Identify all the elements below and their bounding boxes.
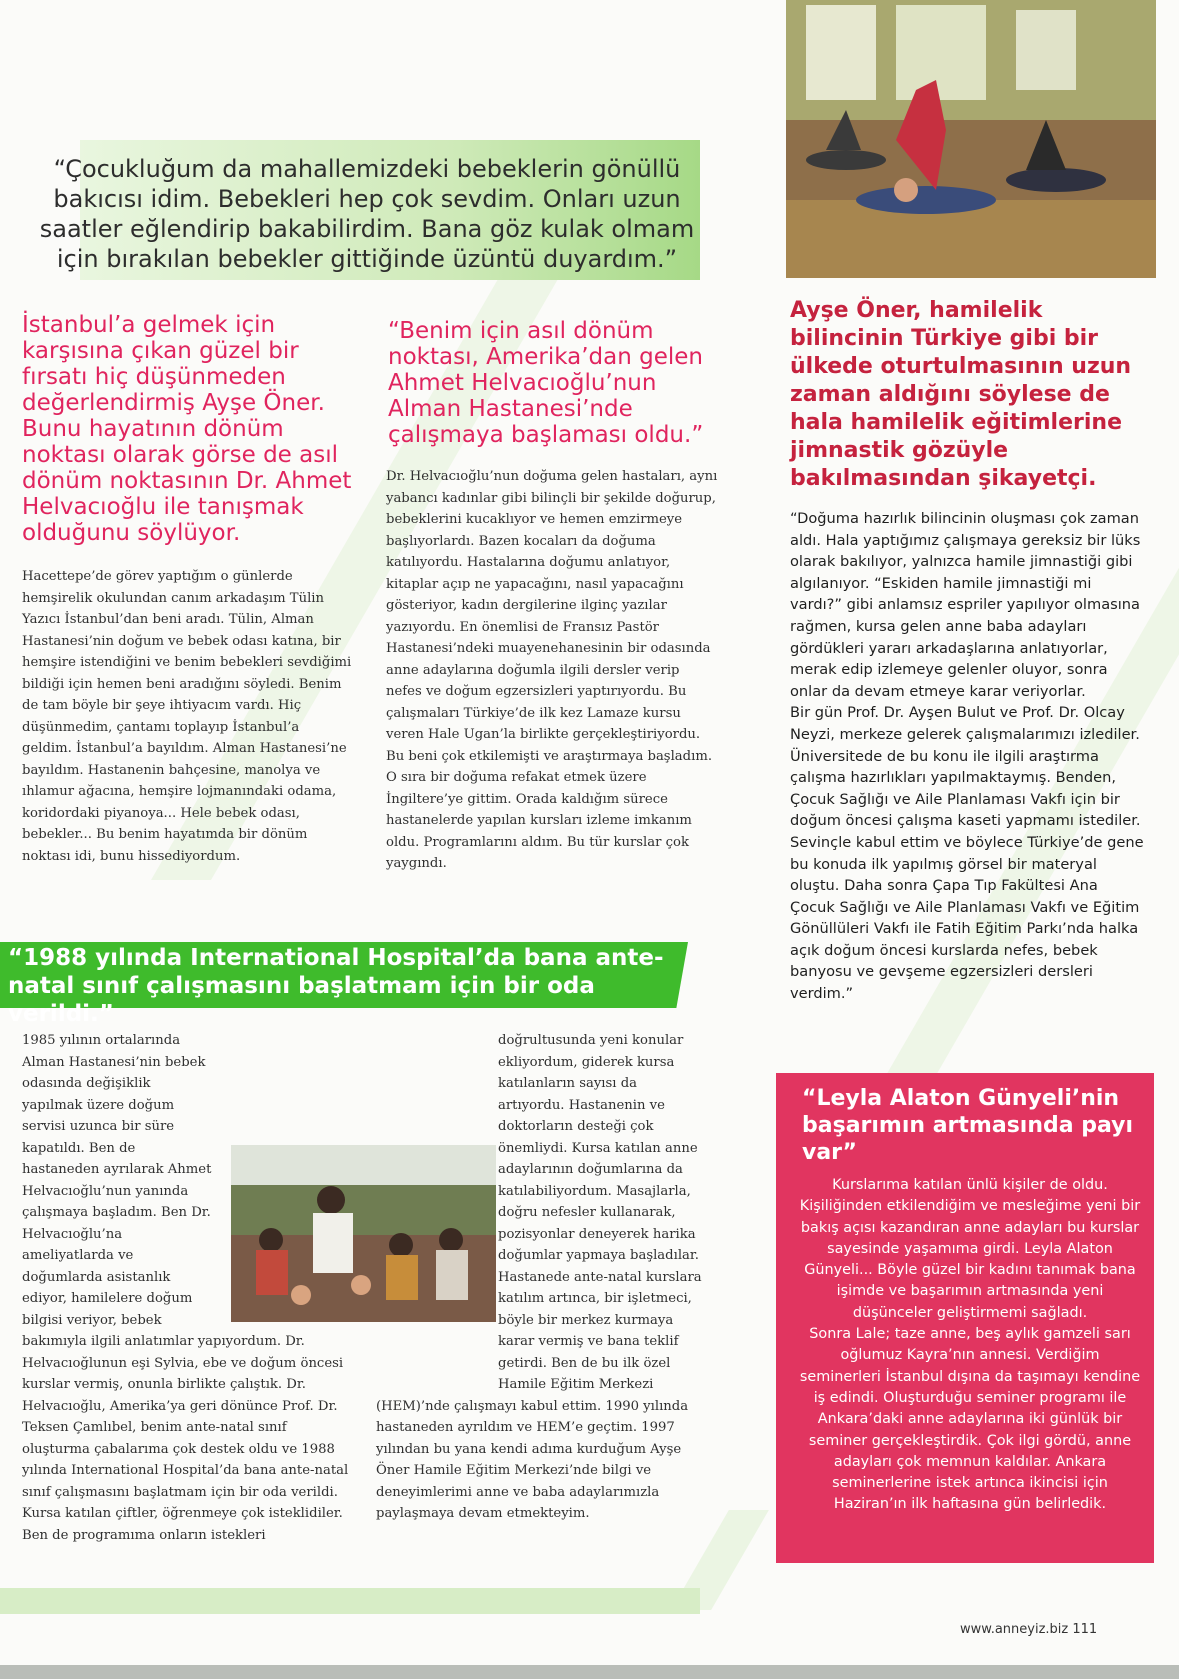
sidebar-text xyxy=(798,1175,1142,1516)
middle-lead-quote: “Benim için asıl dönüm noktası, Amerika’dan gelen Ahmet Helvacıoğlu’nun Alman Hastanesi’nde çalışmaya başlaması oldu.” xyxy=(388,318,704,448)
pull-quote-top: “Çocukluğum da mahallemizdeki bebeklerin gönüllü bakıcısı idim. Bebekleri hep çok sevdim. Onları uzun saatler eğlendirip bakabilirdim. Bana göz kulak olmam için bırakılan bebekler gittiğinde üzüntü duyardım.” xyxy=(39,155,695,273)
sidebar-paragraph-2: Sonra Lale; taze anne, beş aylık gamzeli sarı oğlumuz Kayra’nın annesi. Verdiğim seminerleri İstanbul dışına da taşımayı kendine iş edindi. Oluşturduğu seminer programı ile Ankara’daki anne adaylarına iki günlük bir seminer gerçekleştirdik. Çok ilgi gördü, anne adayları çok memnun kaldılar. Ankara seminerlerine istek artınca ikincisi için Haziran’ın ilk haftasına gün belirledik. xyxy=(799,1326,1141,1513)
bottom-left-last-line: Ben de programıma onların istekleri xyxy=(22,1527,266,1543)
middle-column-text: Dr. Helvacıoğlu’nun doğuma gelen hastaları, aynı yabancı kadınlar gibi bilinçli bir şekilde doğurup, bebeklerini kucaklıyor ve hemen emzirmeye başlıyorlardı. Bazen kocaları da doğuma katılıyordu. Hastalarına doğumu anlatıyor, kitaplar açıp ne yapacağını, nasıl yapacağını gösteriyor, kadın dergilerine ilginç yazılar yazıyordu. En önemlisi de Fransız Pastör Hastanesi’ndeki muayenehanesinin bir odasında anne adaylarına doğumla ilgili dersler verip nefes ve doğum egzersizleri yaptırıyordu. Bu çalışmaları Türkiye’de ilk kez Lamaze kursu veren Hale Ugan’la birlikte gerçekleştiriyordu. Bu beni çok etkilemişti ve araştırmaya başladım. O sıra bir doğuma refakat etmek üzere İngiltere’ye gittim. Orada kaldığım sürece hastanelerde yapılan kursları izleme imkanım oldu. Programlarını aldım. Bu tür kurslar çok yaygındı. xyxy=(386,469,718,871)
bottom-left-paragraph: 1985 yılının ortalarında Alman Hastanesi’nin bebek odasında değişiklik yapılmak üzere doğum servisi uzunca bir süre kapatıldı. Ben de hastaneden ayrılarak Ahmet Helvacıoğlu’nun yanında çalışmaya başladım. Ben Dr. Helvacıoğlu’na ameliyatlarda ve doğumlarda asistanlık ediyor, hamilelere doğum bilgisi veriyor, bebek bakımıyla ilgili anlatımlar yapıyordum. Dr. Helvacıoğlunun eşi Sylvia, ebe ve doğum öncesi kurslar vermiş, onunla birlikte çalıştık. Dr. Helvacıoğlu, Amerika’ya geri dönünce Prof. Dr. Teksen Çamlıbel, benim ante-natal sınıf oluşturma çabalarıma çok destek oldu ve 1988 yılında International Hospital’da bana ante-natal sınıf çalışmasını başlatmam için bir oda verildi. Kursa katılan çiftler, öğrenmeye çok isteklidiler. xyxy=(22,1033,349,1521)
bottom-middle-paragraph: doğrultusunda yeni konular ekliyordum, giderek kursa katılanların sayısı da artıyordu. Hastanenin ve doktorların desteği çok önemliydi. Kursa katılan anne adaylarının doğumlarına da katılabiliyordum. Masajlarla, doğru nefesler kullanarak, pozisyonlar deneyerek harika doğumlar yapmaya başladılar. Hastanede ante-natal kurslara katılım artınca, bir işletmeci, böyle bir merkez kurmaya karar vermiş ve bana teklif getirdi. Ben de bu ilk özel Hamile Eğitim Merkezi (HEM)’nde çalışmayı kabul ettim. 1990 yılında hastaneden ayrıldım ve HEM’e geçtim. 1997 yılından bu yana kendi adıma kurduğum Ayşe Öner Hamile Eğitim Merkezi’nde bilgi ve deneyimlerimi anne ve baba adaylarımızla paylaşmaya devam etmekteyim. xyxy=(376,1033,702,1521)
decorative-band xyxy=(0,1588,700,1614)
bottom-band xyxy=(0,1665,1179,1679)
left-column-text: Hacettepe’de görev yaptığım o günlerde hemşirelik okulundan canım arkadaşım Tülin Yazıcı İstanbul’dan beni aradı. Tülin, Alman Hastanesi’nin doğum ve bebek odası katına, bir hemşire istendiğini ve benim bebekleri sevdiğimi bildiği için hemen beni aradığını söyledi. Benim de tam böyle bir şeye ihtiyacım vardı. Hiç düşünmedim, çantamı toplayıp İstanbul’a geldim. İstanbul’a bayıldım. Alman Hastanesi’ne bayıldım. Hastanenin bahçesine, manolya ve ıhlamur ağacına, hemşire lojmanındaki odama, koridordaki piyanoya... Hele bebek odası, bebekler... Bu benim hayatımda bir dönüm noktası idi, bunu hissediyordum. xyxy=(22,569,352,864)
right-column-text xyxy=(790,508,1145,1005)
left-lead-paragraph: İstanbul’a gelmek için karşısına çıkan güzel bir fırsatı hiç düşünmeden değerlendirmiş Ayşe Öner. Bunu hayatının dönüm noktası olarak görse de asıl dönüm noktasının Dr. Ahmet Helvacıoğlu ile tanışmak olduğunu söylüyor. xyxy=(22,312,352,546)
right-paragraph-1: “Doğuma hazırlık bilincinin oluşması çok zaman aldı. Hala yaptığımız çalışmaya gereksiz bir lüks olarak bakılıyor, yalnızca hamile jimnastiği gibi algılanıyor. “Eskiden hamile jimnastiği mi vardı?” gibi anlamsız espriler yapılıyor olmasına rağmen, kursa gelen anne baba adayları gördükleri yararı arkadaşlarına anlatıyorlar, merak edip izlemeye gelenler oluyor, sonra onlar da devam etmeye karar veriyorlar. xyxy=(790,510,1141,700)
sidebar-title: “Leyla Alaton Günyeli’nin başarımın artmasında payı var” xyxy=(802,1086,1134,1165)
right-lead-heading: Ayşe Öner, hamilelik bilincinin Türkiye gibi bir ülkede oturtulmasının uzun zaman aldığını söylese de hala hamilelik eğitimlerine jimnastik gözüyle bakılmasından şikayetçi. xyxy=(790,298,1132,491)
sidebar-paragraph-1: Kurslarıma katılan ünlü kişiler de oldu. Kişiliğinden etkilendiğim ve mesleğime yeni bir bakış açısı kazandıran anne adayları bu kurslar sayesinde yaşamıma girdi. Leyla Alaton Günyeli... Böyle güzel bir kadını tanımak bana işimde ve başarımın artmasında yeni düşünceler geliştirmemi sağladı. xyxy=(799,1177,1141,1321)
page-footer: www.anneyiz.biz 111 xyxy=(960,1622,1098,1637)
right-paragraph-2: Bir gün Prof. Dr. Ayşen Bulut ve Prof. Dr. Olcay Neyzi, merkeze gelerek çalışmalarımızı izlediler. Üniversitede de bu konu ile ilgili araştırma çalışma hazırlıkları yapılmaktaymış. Benden, Çocuk Sağlığı ve Aile Planlaması Vakfı için bir doğum öncesi çalışma kaseti yapmamı istediler. Sevinçle kabul ettim ve böylece Türkiye’de gene bu konuda ilk yapılmış görsel bir materyal oluştu. Daha sonra Çapa Tıp Fakültesi Ana Çocuk Sağlığı ve Aile Planlaması Vakfı ve Eğitim Gönüllüleri Vakfı ile Fatih Eğitim Parkı’nda halka açık doğum öncesi kurslarda nefes, bebek banyosu ve gevşeme egzersizleri dersleri verdim.” xyxy=(790,704,1144,1003)
group-photo xyxy=(231,1145,496,1322)
exercise-class-photo xyxy=(786,0,1156,278)
banner-quote: “1988 yılında International Hospital’da bana ante-natal sınıf çalışmasını başlatmam için bir oda verildi.” xyxy=(8,945,664,1027)
